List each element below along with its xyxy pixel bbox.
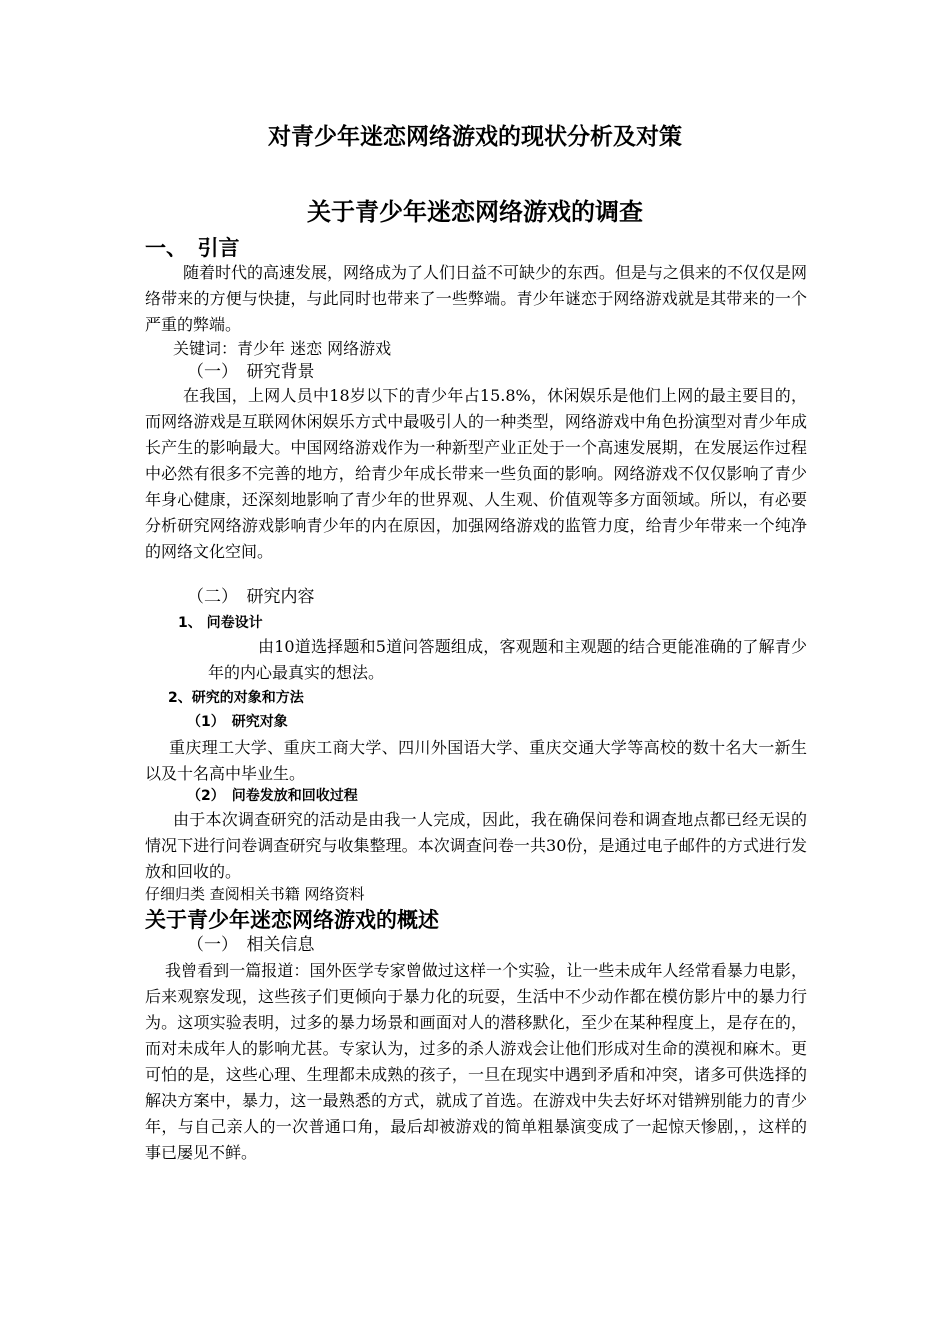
methods-note: 仔细归类 查阅相关书籍 网络资料 bbox=[145, 885, 365, 903]
keywords-line: 关键词：青少年 迷恋 网络游戏 bbox=[173, 339, 392, 358]
subsection-heading-related-info: （一） 相关信息 bbox=[187, 935, 315, 955]
questionnaire-design-paragraph: 由10道选择题和5道问答题组成，客观题和主观题的结合更能准确的了解青少年的内心最真实的想法。 bbox=[208, 637, 807, 682]
item-heading-distribution: （2） 问卷发放和回收过程 bbox=[187, 788, 358, 804]
item-heading-subjects-methods: 2、研究的对象和方法 bbox=[168, 690, 304, 706]
section-heading-overview: 关于青少年迷恋网络游戏的概述 bbox=[145, 908, 439, 932]
document-subtitle: 关于青少年迷恋网络游戏的调查 bbox=[307, 198, 643, 226]
subjects-paragraph: 重庆理工大学、重庆工商大学、四川外国语大学、重庆交通大学等高校的数十名大一新生以及十名高中毕业生。 bbox=[145, 738, 807, 783]
background-paragraph: 在我国，上网人员中18岁以下的青少年占15.8%，休闲娱乐是他们上网的最主要目的，而网络游戏是互联网休闲娱乐方式中最吸引人的一种类型，网络游戏中角色扮演型对青少年成长产生的影响最大。中国网络游戏作为一种新型产业正处于一个高速发展期，在发展运作过程中必然有很多不完善的地方，给青少年成长带来一些负面的影响。网络游戏不仅仅影响了青少年身心健康，还深刻地影响了青少年的世界观、人生观、价值观等多方面领域。所以，有必要分析研究网络游戏影响青少年的内在原因，加强网络游戏的监管力度，给青少年带来一个纯净的网络文化空间。 bbox=[145, 386, 807, 561]
subsection-heading-background: （一） 研究背景 bbox=[187, 362, 315, 382]
document-title: 对青少年迷恋网络游戏的现状分析及对策 bbox=[268, 124, 682, 150]
intro-paragraph: 随着时代的高速发展，网络成为了人们日益不可缺少的东西。但是与之俱来的不仅仅是网络带来的方便与快捷，与此同时也带来了一些弊端。青少年谜恋于网络游戏就是其带来的一个严重的弊端。 bbox=[145, 263, 808, 334]
item-heading-subjects: （1） 研究对象 bbox=[187, 714, 288, 730]
distribution-paragraph: 由于本次调查研究的活动是由我一人完成，因此，我在确保问卷和调查地点都已经无误的情况下进行问卷调查研究与收集整理。本次调查问卷一共30份，是通过电子邮件的方式进行发放和回收的。 bbox=[145, 810, 807, 881]
related-info-paragraph: 我曾看到一篇报道：国外医学专家曾做过这样一个实验，让一些未成年人经常看暴力电影，后来观察发现，这些孩子们更倾向于暴力化的玩耍，生活中不少动作都在模仿影片中的暴力行为。这项实验表明，过多的暴力场景和画面对人的潜移默化，至少在某种程度上，是存在的，而对未成年人的影响尤甚。专家认为，过多的杀人游戏会让他们形成对生命的漠视和麻木。更可怕的是，这些心理、生理都未成熟的孩子，一旦在现实中遇到矛盾和冲突，诸多可供选择的解决方案中，暴力，这一最熟悉的方式，就成了首选。在游戏中失去好坏对错辨别能力的青少年，与自己亲人的一次普通口角，最后却被游戏的简单粗暴演变成了一起惊天惨剧，，这样的事已屡见不鲜。 bbox=[145, 961, 807, 1162]
item-heading-questionnaire-design: 1、 问卷设计 bbox=[178, 615, 263, 631]
section-heading-intro: 一、 引言 bbox=[145, 236, 240, 260]
subsection-heading-content: （二） 研究内容 bbox=[187, 587, 315, 607]
